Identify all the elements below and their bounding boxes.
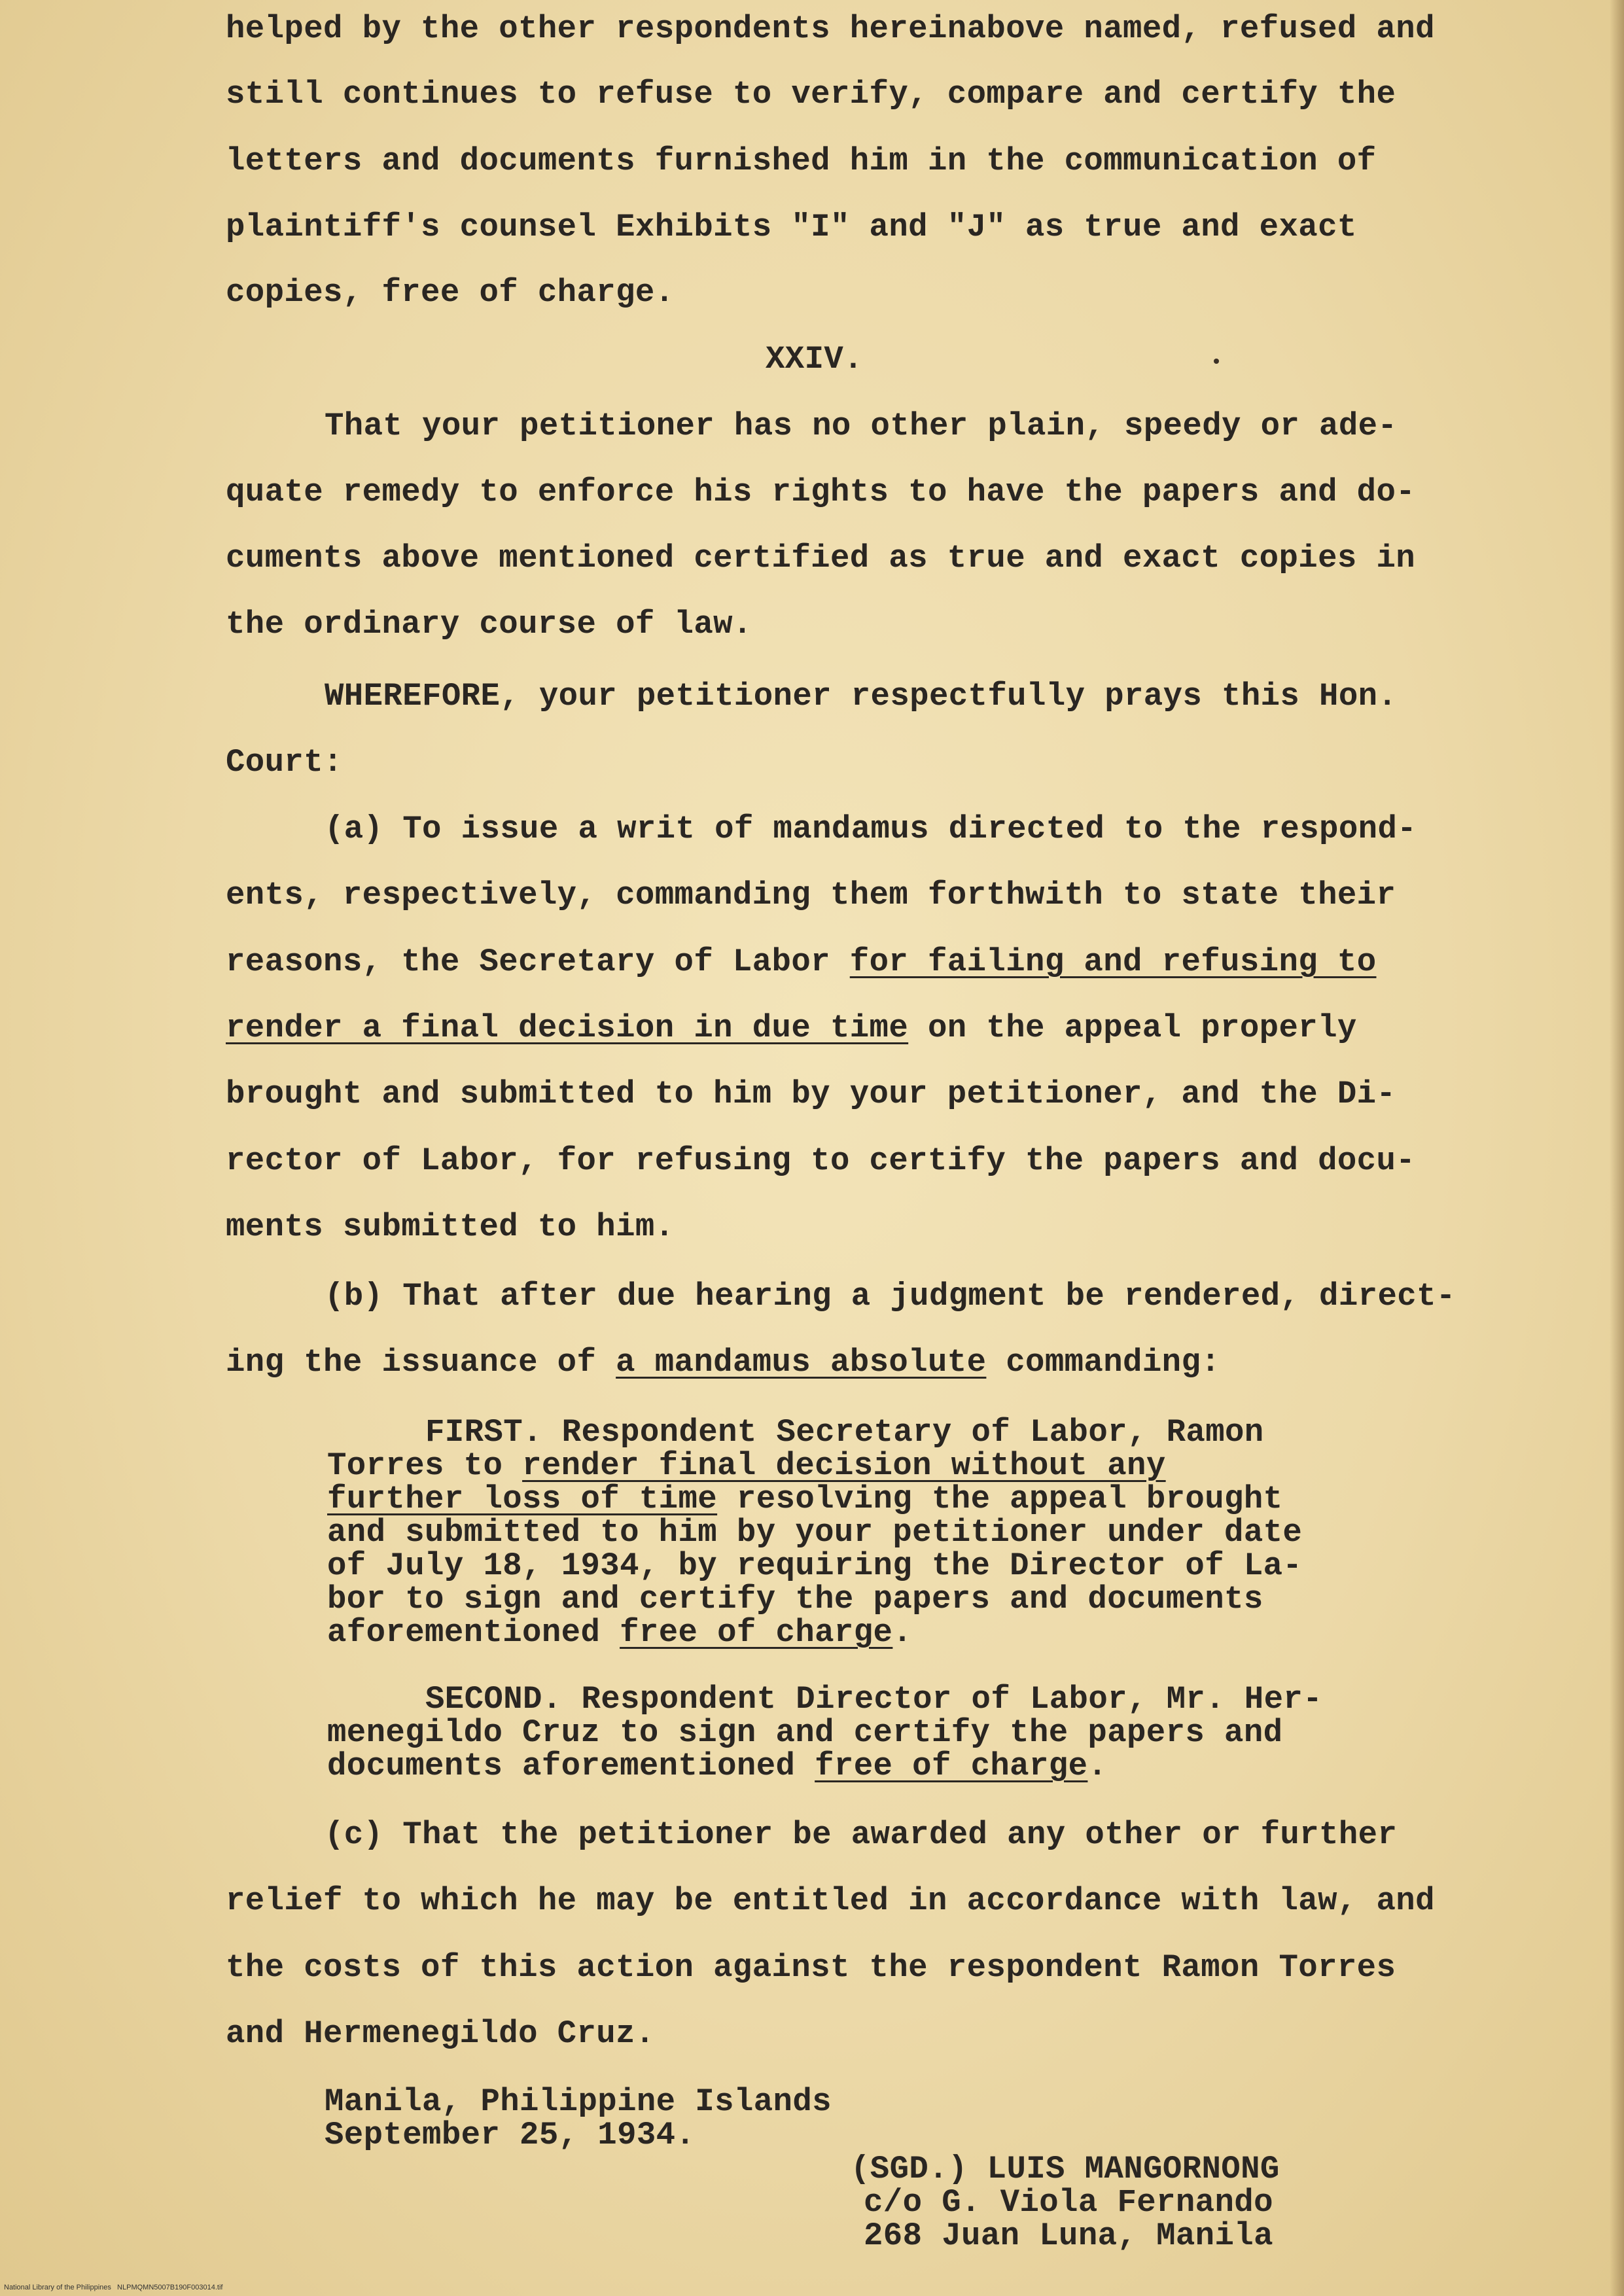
signature-line: c/o G. Viola Fernando bbox=[864, 2184, 1273, 2221]
first-text: resolving the appeal brought bbox=[717, 1481, 1283, 1517]
second-text: . bbox=[1087, 1748, 1108, 1784]
prayer-b-text: commanding: bbox=[986, 1344, 1221, 1381]
prayer-a-line bbox=[226, 946, 1377, 978]
underlined-phrase: for failing and refusing to bbox=[849, 944, 1377, 980]
first-line bbox=[327, 1614, 913, 1651]
first-text: aforementioned bbox=[327, 1614, 620, 1651]
prayer-a-line: ments submitted to him. bbox=[226, 1209, 675, 1245]
underlined-phrase: free of charge bbox=[620, 1614, 893, 1651]
place-line: Manila, Philippine Islands bbox=[325, 2083, 832, 2120]
date-line: September 25, 1934. bbox=[325, 2117, 696, 2153]
underlined-phrase: a mandamus absolute bbox=[616, 1344, 987, 1381]
paragraph-line: cuments above mentioned certified as true and exact copies in bbox=[226, 540, 1416, 576]
wherefore-line: WHEREFORE, your petitioner respectfully prays this Hon. bbox=[325, 678, 1398, 715]
first-line: of July 18, 1934, by requiring the Director of La- bbox=[327, 1547, 1303, 1584]
prayer-b-line bbox=[226, 1344, 1221, 1381]
second-text: documents aforementioned bbox=[327, 1748, 815, 1784]
second-line: SECOND. Respondent Director of Labor, Mr. Her- bbox=[425, 1681, 1323, 1718]
prayer-a-line: brought and submitted to him by your petitioner, and the Di- bbox=[226, 1076, 1396, 1112]
paragraph-line: quate remedy to enforce his rights to have the papers and do- bbox=[226, 474, 1416, 510]
second-line: menegildo Cruz to sign and certify the papers and bbox=[327, 1714, 1283, 1751]
prayer-b-line: (b) That after due hearing a judgment be rendered, direct- bbox=[325, 1278, 1456, 1315]
paragraph-line: letters and documents furnished him in the communication of bbox=[226, 143, 1377, 179]
prayer-c-line: (c) That the petitioner be awarded any other or further bbox=[325, 1816, 1398, 1853]
second-line bbox=[327, 1750, 1107, 1782]
prayer-a-text: on the appeal properly bbox=[908, 1010, 1357, 1046]
paragraph-line: still continues to refuse to verify, compare and certify the bbox=[226, 76, 1396, 113]
signature-line: (SGD.) LUIS MANGORNONG bbox=[851, 2151, 1280, 2187]
page-edge-shadow bbox=[1610, 0, 1624, 2296]
prayer-a-line: rector of Labor, for refusing to certify the papers and docu- bbox=[226, 1142, 1416, 1179]
first-line bbox=[327, 1447, 1166, 1484]
underlined-phrase: render a final decision in due time bbox=[226, 1010, 909, 1046]
ink-dot bbox=[1214, 359, 1219, 364]
paragraph-line: helped by the other respondents hereinabove named, refused and bbox=[226, 10, 1435, 47]
prayer-c-line: and Hermenegildo Cruz. bbox=[226, 2015, 655, 2052]
prayer-b-text: ing the issuance of bbox=[226, 1344, 616, 1381]
paragraph-line: plaintiff's counsel Exhibits "I" and "J" as true and exact bbox=[226, 209, 1357, 245]
underlined-phrase: further loss of time bbox=[327, 1481, 718, 1517]
prayer-a-line: ents, respectively, commanding them forthwith to state their bbox=[226, 877, 1396, 913]
first-line: bor to sign and certify the papers and documents bbox=[327, 1581, 1263, 1617]
underlined-phrase: free of charge bbox=[815, 1748, 1088, 1784]
wherefore-line: Court: bbox=[226, 744, 343, 781]
first-line: FIRST. Respondent Secretary of Labor, Ramon bbox=[425, 1414, 1264, 1451]
archive-footer: National Library of the Philippines NLPMQMN5007B190F003014.tif bbox=[4, 2284, 223, 2291]
underlined-phrase: render final decision without any bbox=[522, 1447, 1166, 1484]
prayer-a-text: reasons, the Secretary of Labor bbox=[226, 944, 850, 980]
paragraph-line: That your petitioner has no other plain, speedy or ade- bbox=[325, 408, 1398, 444]
paragraph-line: the ordinary course of law. bbox=[226, 606, 752, 643]
paragraph-line: copies, free of charge. bbox=[226, 274, 675, 311]
first-text: . bbox=[892, 1614, 913, 1651]
first-line bbox=[327, 1483, 1282, 1515]
prayer-c-line: the costs of this action against the respondent Ramon Torres bbox=[226, 1949, 1396, 1986]
prayer-a-line: (a) To issue a writ of mandamus directed to the respond- bbox=[325, 811, 1417, 847]
signature-line: 268 Juan Luna, Manila bbox=[864, 2217, 1273, 2254]
section-heading: XXIV. bbox=[766, 341, 864, 378]
prayer-a-line bbox=[226, 1012, 1357, 1044]
first-line: and submitted to him by your petitioner under date bbox=[327, 1514, 1303, 1551]
first-text: Torres to bbox=[327, 1447, 523, 1484]
prayer-c-line: relief to which he may be entitled in accordance with law, and bbox=[226, 1882, 1435, 1919]
